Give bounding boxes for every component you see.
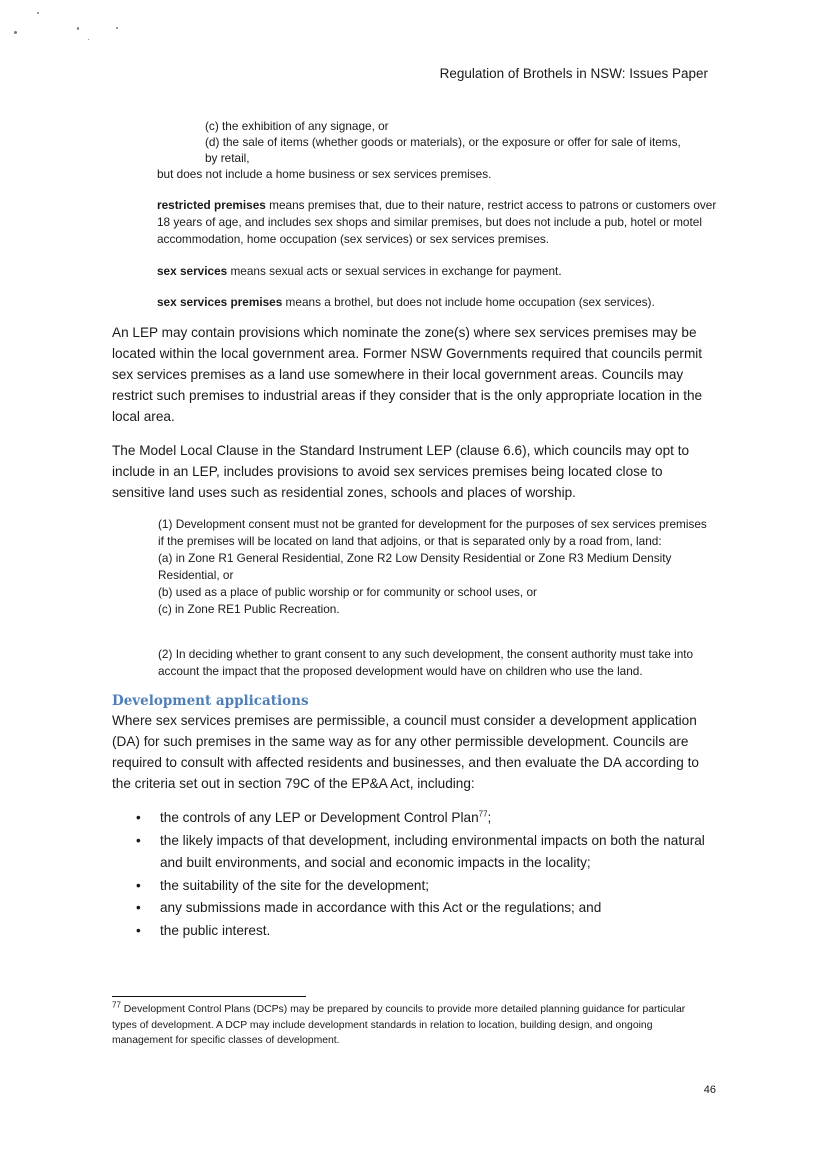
quoted-clause [158,516,714,618]
scan-speck [116,27,118,29]
bullet-icon: • [136,900,141,915]
definition-tail: but does not include a home business or sex services premises. [157,167,492,181]
quote-subclause-2: (2) In deciding whether to grant consent to any such development, the consent authority must take into account the impact that the proposed development would have on children who use the land. [158,647,694,678]
scan-speck [14,31,17,34]
definition-term: sex services [157,264,228,278]
bullet-icon: • [136,922,141,938]
list-item [112,875,722,898]
section-body: Where sex services premises are permissible, a council must consider a development application (DA) for such premises in the same way as for any other permissible development. Councils are required to consult with affected residents and businesses, and then evaluate the DA according to the criteria set out in section 79C of the EP&A Act, including: [112,713,699,791]
list-item-text: the public interest. [160,922,271,938]
footnote-text: Development Control Plans (DCPs) may be prepared by councils to provide more detailed planning guidance for particular types of development. A DCP may include development standards in relation to location, building design, and ongoing management for specific classes of development. [112,1004,686,1046]
list-item [112,920,722,943]
definition-term: restricted premises [157,198,266,212]
paragraph-model-clause: The Model Local Clause in the Standard Instrument LEP (clause 6.6), which councils may opt to include in an LEP, includes provisions to avoid sex services premises being located close to sensitive land uses such as residential zones, schools and places of worship. [112,443,690,500]
footnote-marker: 77 [112,1000,121,1010]
running-header: Regulation of Brothels in NSW: Issues Paper [439,66,708,81]
criteria-list [112,807,722,942]
bullet-icon: • [136,810,141,825]
list-item-text: the suitability of the site for the development; [160,877,430,893]
clause-c: (c) the exhibition of any signage, or [205,119,389,133]
quote-item-c: (c) in Zone RE1 Public Recreation. [158,602,340,616]
bullet-icon: • [136,832,141,848]
scan-speck [37,12,39,14]
list-item [112,897,722,920]
definition-clauses [205,118,715,166]
list-item-text: any submissions made in accordance with this Act or the regulations; and [160,900,602,915]
footnote [112,1002,712,1049]
quote-item-a: (a) in Zone R1 General Residential, Zone R2 Low Density Residential or Zone R3 Medium Density Residential, or [158,551,672,582]
bullet-icon: • [136,877,141,893]
definition-sex-services [157,263,717,280]
list-item-text: the likely impacts of that development, including environmental impacts on both the natural and built environments, and social and economic impacts in the locality; [160,832,705,870]
definition-sex-services-premises [157,294,717,311]
list-item [112,830,722,875]
list-item [112,807,722,830]
footnote-separator [112,996,306,997]
definition-text: means a brothel, but does not include home occupation (sex services). [282,295,655,309]
clause-d: (d) the sale of items (whether goods or materials), or the exposure or offer for sale of items, [205,135,681,149]
page-number: 46 [703,1084,716,1096]
scan-speck [88,39,89,40]
definition-restricted-premises [157,197,717,248]
definition-text: means sexual acts or sexual services in exchange for payment. [227,264,562,278]
definition-text: means premises that, due to their nature, restrict access to patrons or customers over 18 years of age, and includes sex shops and similar premises, but does not include a pub, hotel or motel accommodation, home occupation (sex services) or sex services premises. [157,198,717,246]
section-heading: Development applications [112,693,309,709]
list-item-text: the controls of any LEP or Development Control Plan [160,810,479,825]
definition-term: sex services premises [157,295,283,309]
paragraph-lep-zones: An LEP may contain provisions which nominate the zone(s) where sex services premises may be located within the local government area. Former NSW Governments required that councils permit sex services premises as a land use somewhere in their local government areas. Councils may restrict such premises to industrial areas if they consider that is the only appropriate location in the local area. [112,325,703,424]
quote-item-b: (b) used as a place of public worship or for community or school uses, or [158,585,537,599]
footnote-reference[interactable]: 77 [478,809,488,819]
scan-speck [77,27,79,30]
clause-d-cont: by retail, [205,151,250,165]
list-item-end: ; [487,810,492,825]
quote-subclause-1: (1) Development consent must not be granted for development for the purposes of sex services premises if the premises will be located on land that adjoins, or that is separated only by a road from, land: [158,517,707,548]
